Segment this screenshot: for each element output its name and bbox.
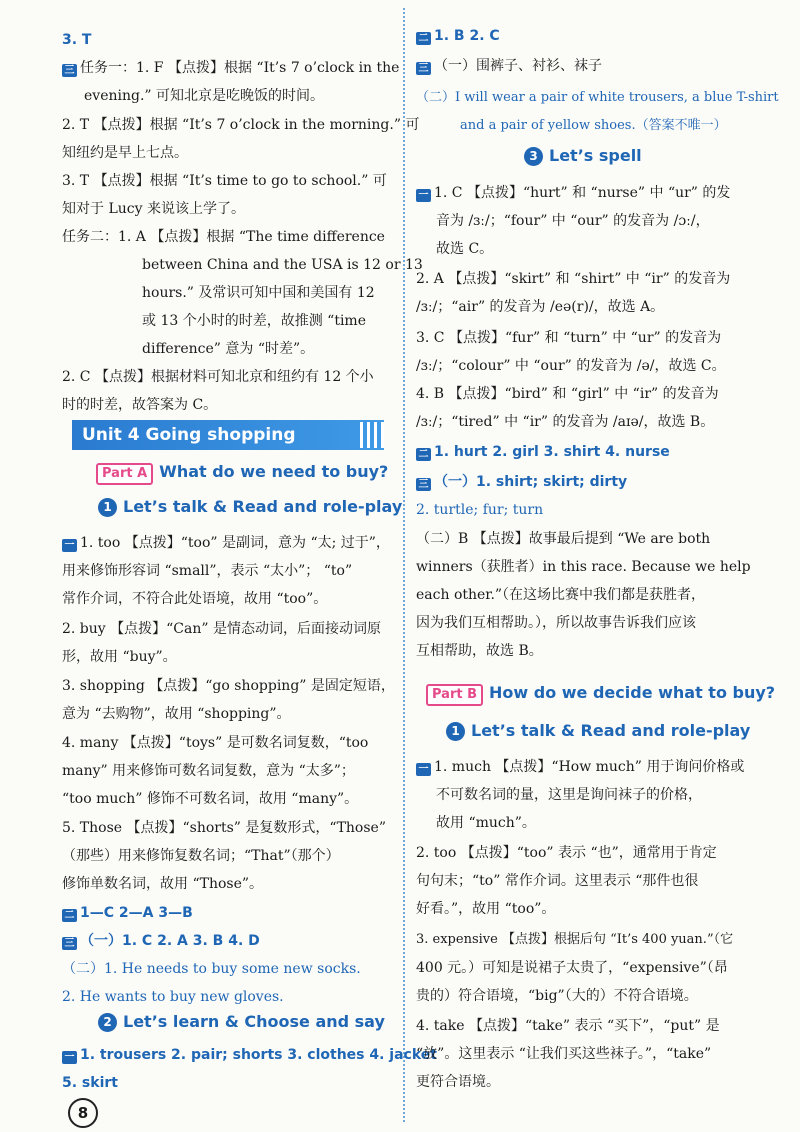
number-circle-icon: 2 — [98, 1013, 117, 1032]
section-heading: 3 Let’s spell — [524, 146, 642, 166]
answer-line: 2. buy 【点拨】“Can” 是情态动词，后面接动词原 — [62, 621, 381, 637]
answer-line: 修饰单数名词，故用 “Those”。 — [62, 876, 264, 892]
answer-line: /ɜː/；“colour” 中 “our” 的发音为 /ə/，故选 C。 — [416, 358, 726, 374]
answer-line: and a pair of yellow shoes.（答案不唯一） — [460, 118, 727, 133]
section-marker-icon: 二 — [416, 32, 431, 45]
section-marker-icon: 三 — [416, 478, 431, 491]
answer-line: 三 （一）围裤子、衬衫、袜子 — [416, 56, 602, 76]
section-heading: 1 Let’s talk & Read and role-play — [98, 497, 402, 517]
section-heading: 1 Let’s talk & Read and role-play — [446, 721, 750, 741]
answer-line: “放”。这里表示 “让我们买这些袜子。”，“take” — [416, 1046, 712, 1062]
answer-line: winners（获胜者）in this race. Because we help — [416, 559, 751, 575]
answer-line: 400 元。）可知是说裙子太贵了，“expensive”（昂 — [416, 960, 728, 976]
unit-heading: Unit 4 Going shopping — [72, 420, 384, 450]
answer-line: 4. take 【点拨】“take” 表示 “买下”，“put” 是 — [416, 1018, 720, 1034]
answer-line: 3. T 【点拨】根据 “It’s time to go to school.” 可 — [62, 173, 387, 189]
number-circle-icon: 1 — [98, 498, 117, 517]
stripe-decoration — [360, 422, 384, 448]
answer-line: 知纽约是早上七点。 — [62, 145, 188, 161]
answer-line: （二）I will wear a pair of white trousers, a blue T-shirt — [416, 90, 779, 105]
part-b-heading: Part B How do we decide what to buy? — [426, 683, 775, 706]
answer-line: 一 1. C 【点拨】“hurt” 和 “nurse” 中 “ur” 的发 — [416, 183, 730, 203]
answer-line: 一 1. too 【点拨】“too” 是副词，意为 “太; 过于”， — [62, 533, 390, 553]
answer-line: 互相帮助，故选 B。 — [416, 643, 543, 659]
answer-line: 句句末；“to” 常作介词。这里表示 “那件也很 — [416, 873, 699, 889]
answer-line: “too much” 修饰不可数名词，故用 “many”。 — [62, 791, 359, 807]
answer-line: 二 1—C 2—A 3—B — [62, 903, 193, 923]
section-marker-icon: 一 — [416, 763, 431, 776]
answer-line: 5. Those 【点拨】“shorts” 是复数形式，“Those” — [62, 820, 386, 836]
section-marker-icon: 一 — [416, 189, 431, 202]
answer-line: 意为 “去购物”，故用 “shopping”。 — [62, 706, 291, 722]
answer-line: 三 （一）1. C 2. A 3. B 4. D — [62, 931, 260, 951]
answer-line: 一 1. trousers 2. pair; shorts 3. clothes 4. jacket — [62, 1045, 437, 1065]
answer-line: evening.” 可知北京是吃晚饭的时间。 — [84, 88, 325, 104]
answer-line: （二）1. He needs to buy some new socks. — [62, 961, 361, 977]
answer-line: 更符合语境。 — [416, 1074, 500, 1090]
section-marker-icon: 二 — [416, 448, 431, 461]
answer-line: 或 13 个小时的时差，故推测 “time — [142, 313, 366, 329]
answer-line: （二）B 【点拨】故事最后提到 “We are both — [416, 531, 711, 547]
section-marker-icon: 二 — [62, 909, 77, 922]
section-marker-icon: 三 — [416, 62, 431, 75]
answer-line: 知对于 Lucy 来说该上学了。 — [62, 201, 245, 217]
answer-line: between China and the USA is 12 or 13 — [142, 257, 423, 273]
page-number: 8 — [68, 1098, 98, 1128]
part-a-heading: Part A What do we need to buy? — [96, 462, 388, 485]
answer-line: 形，故用 “buy”。 — [62, 649, 177, 665]
section-marker-icon: 三 — [62, 64, 77, 77]
answer-line: 故用 “much”。 — [436, 815, 536, 831]
answer-line: 3. expensive 【点拨】根据后句 “It’s 400 yuan.”（它 — [416, 932, 734, 947]
section-marker-icon: 一 — [62, 1051, 77, 1064]
answer-line: 2. A 【点拨】“skirt” 和 “shirt” 中 “ir” 的发音为 — [416, 271, 731, 287]
answer-line: 三 任务一：1. F 【点拨】根据 “It’s 7 o’clock in the — [62, 58, 399, 78]
answer-line: 三 （一）1. shirt; skirt; dirty — [416, 472, 627, 492]
answer-line: many” 用来修饰可数名词复数，意为 “太多”； — [62, 763, 355, 779]
answer-line: 音为 /ɜː/；“four” 中 “our” 的发音为 /ɔː/， — [436, 213, 710, 229]
answer-line: 3. shopping 【点拨】“go shopping” 是固定短语， — [62, 678, 395, 694]
answer-line: 二 1. hurt 2. girl 3. shirt 4. nurse — [416, 442, 670, 462]
answer-line: 2. too 【点拨】“too” 表示 “也”，通常用于肯定 — [416, 845, 717, 861]
answer-line: 5. skirt — [62, 1075, 118, 1091]
answer-line: difference” 意为 “时差”。 — [142, 341, 315, 357]
answer-line: /ɜː/；“tired” 中 “ir” 的发音为 /aɪə/，故选 B。 — [416, 414, 715, 430]
answer-line: 3. C 【点拨】“fur” 和 “turn” 中 “ur” 的发音为 — [416, 330, 722, 346]
section-marker-icon: 一 — [62, 539, 77, 552]
answer-line: 因为我们互相帮助。），所以故事告诉我们应该 — [416, 615, 696, 631]
answer-line: 2. T 【点拨】根据 “It’s 7 o’clock in the morning.” 可 — [62, 117, 420, 133]
column-divider — [403, 8, 405, 1122]
answer-line: 4. B 【点拨】“bird” 和 “girl” 中 “ir” 的发音为 — [416, 386, 719, 402]
answer-line: （那些）用来修饰复数名词；“That”（那个） — [62, 848, 340, 864]
number-circle-icon: 1 — [446, 722, 465, 741]
answer-line: 2. C 【点拨】根据材料可知北京和纽约有 12 个小 — [62, 369, 374, 385]
answer-line: hours.” 及常识可知中国和美国有 12 — [142, 285, 375, 301]
answer-line: 任务二：1. A 【点拨】根据 “The time difference — [62, 229, 385, 245]
answer-line: 2. turtle; fur; turn — [416, 502, 544, 518]
answer-line: /ɜː/；“air” 的发音为 /eə(r)/，故选 A。 — [416, 299, 665, 315]
answer-line: 好看。”，故用 “too”。 — [416, 901, 556, 917]
answer-line: 一 1. much 【点拨】“How much” 用于询问价格或 — [416, 757, 744, 777]
answer-line: 贵的）符合语境，“big”（大的）不符合语境。 — [416, 988, 698, 1004]
section-heading: 2 Let’s learn & Choose and say — [98, 1012, 385, 1032]
answer-line: 故选 C。 — [436, 241, 494, 257]
section-marker-icon: 三 — [62, 937, 77, 950]
answer-line: 二 1. B 2. C — [416, 26, 500, 46]
answer-line: 时的时差，故答案为 C。 — [62, 397, 218, 413]
number-circle-icon: 3 — [524, 147, 543, 166]
answer-line: 用来修饰形容词 “small”，表示 “太小”； “to” — [62, 563, 353, 579]
answer-line: 2. He wants to buy new gloves. — [62, 989, 284, 1005]
answer-line: 4. many 【点拨】“toys” 是可数名词复数，“too — [62, 735, 369, 751]
answer-line: each other.”（在这场比赛中我们都是获胜者， — [416, 587, 706, 603]
answer-line: 常作介词，不符合此处语境，故用 “too”。 — [62, 591, 328, 607]
answer-line: 3. T — [62, 32, 92, 48]
answer-line: 不可数名词的量，这里是询问袜子的价格， — [436, 787, 702, 803]
